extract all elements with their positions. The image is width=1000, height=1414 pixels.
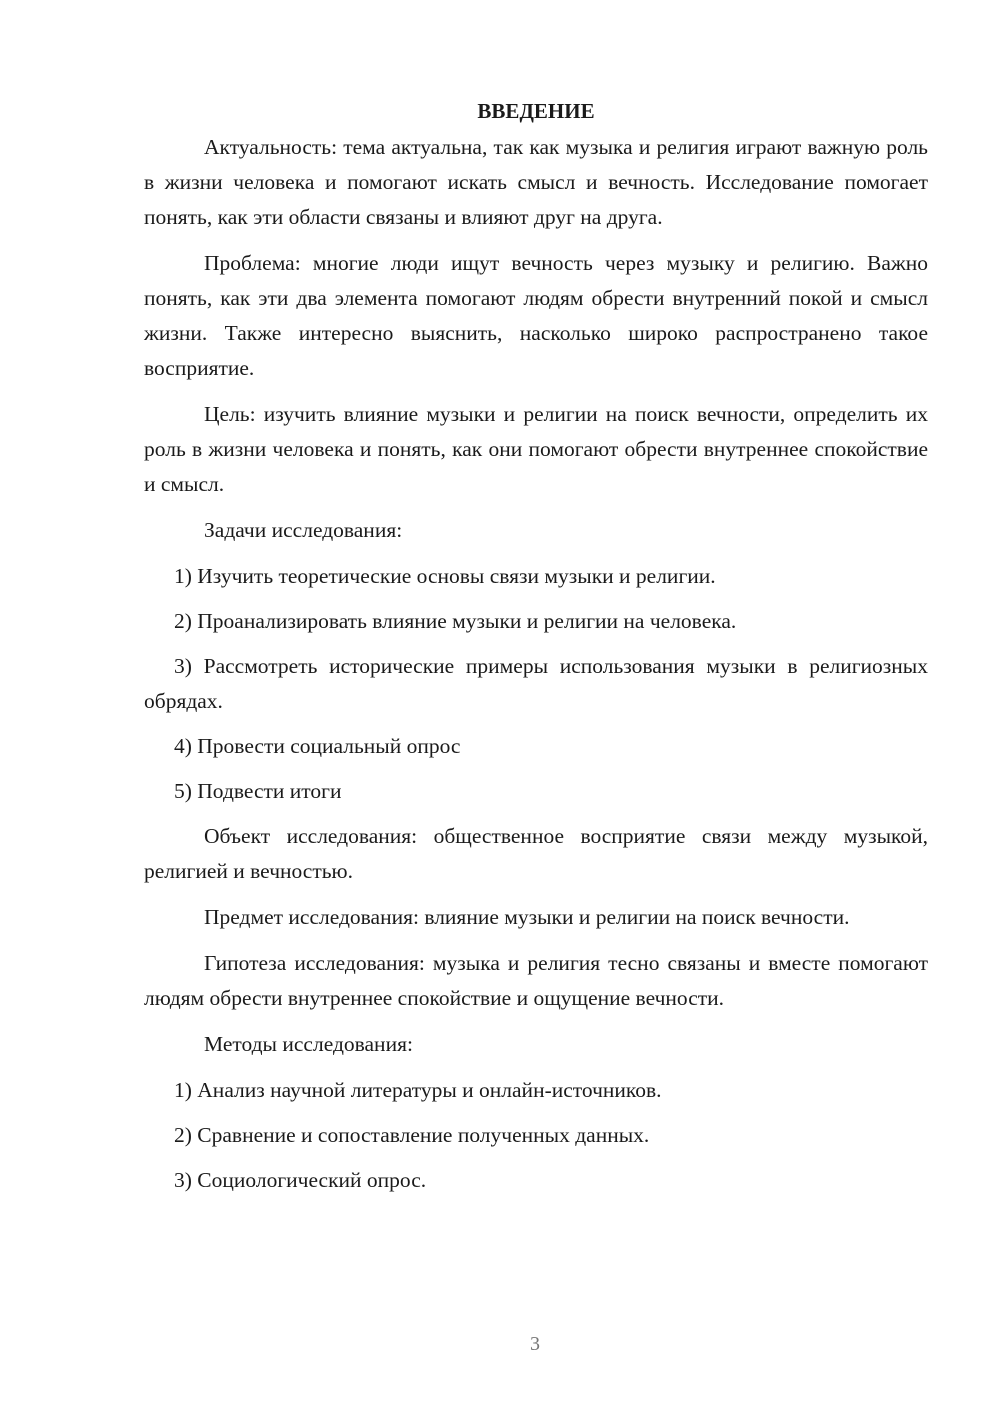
methods-heading: Методы исследования: bbox=[204, 1032, 413, 1056]
hypothesis-paragraph: Гипотеза исследования: музыка и религия тесно связаны и вместе помогают людям обрести внутреннее спокойствие и ощущение вечности. bbox=[144, 951, 928, 1010]
tasks-heading: Задачи исследования: bbox=[204, 518, 403, 542]
tasks-list bbox=[144, 559, 928, 809]
list-item: 3) Социологический опрос. bbox=[174, 1168, 427, 1192]
object-paragraph: Объект исследования: общественное восприятие связи между музыкой, религией и вечностью. bbox=[144, 824, 928, 883]
list-item: 3) Рассмотреть исторические примеры использования музыки в религиозных обрядах. bbox=[144, 654, 928, 713]
page-number: 3 bbox=[530, 1333, 540, 1355]
list-item: 1) Изучить теоретические основы связи музыки и религии. bbox=[174, 564, 716, 588]
document-page bbox=[144, 96, 928, 1208]
list-item: 2) Сравнение и сопоставление полученных данных. bbox=[174, 1123, 650, 1147]
list-item: 1) Анализ научной литературы и онлайн-источников. bbox=[174, 1078, 662, 1102]
list-item: 4) Провести социальный опрос bbox=[174, 734, 461, 758]
relevance-paragraph: Актуальность: тема актуальна, так как музыка и религия играют важную роль в жизни человека и помогают искать смысл и вечность. Исследование помогает понять, как эти области связаны и влияют друг на друга. bbox=[144, 135, 928, 229]
goal-paragraph: Цель: изучить влияние музыки и религии на поиск вечности, определить их роль в жизни человека и понять, как они помогают обрести внутреннее спокойствие и смысл. bbox=[144, 402, 928, 496]
page-title: ВВЕДЕНИЕ bbox=[477, 99, 595, 123]
subject-paragraph: Предмет исследования: влияние музыки и религии на поиск вечности. bbox=[204, 905, 850, 929]
problem-paragraph: Проблема: многие люди ищут вечность через музыку и религию. Важно понять, как эти два элемента помогают людям обрести внутренний покой и смысл жизни. Также интересно выяснить, насколько широко распространено такое восприятие. bbox=[144, 251, 928, 380]
list-item: 5) Подвести итоги bbox=[174, 779, 342, 803]
methods-list bbox=[144, 1073, 928, 1198]
list-item: 2) Проанализировать влияние музыки и религии на человека. bbox=[174, 609, 737, 633]
